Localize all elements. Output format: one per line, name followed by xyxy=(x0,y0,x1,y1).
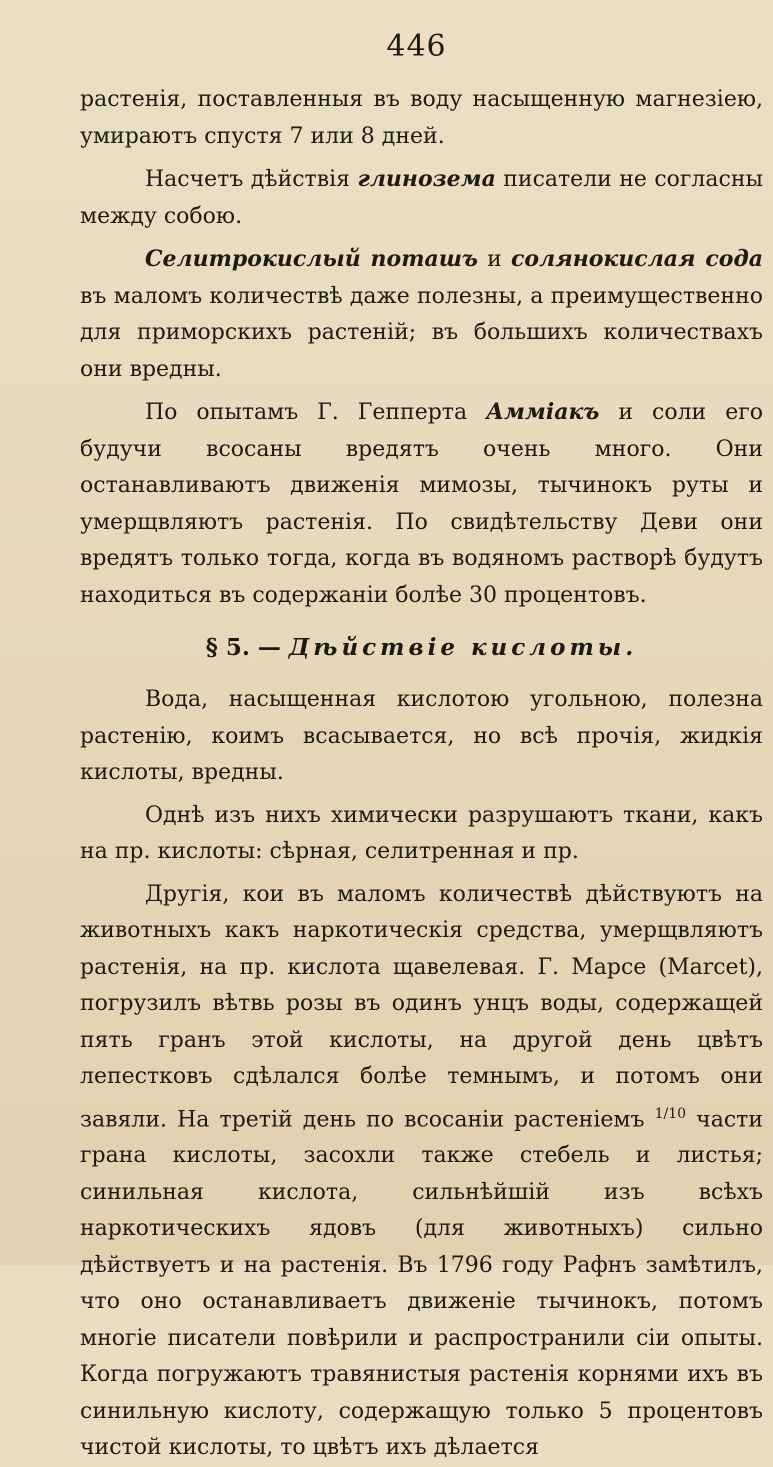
page-number: 446 xyxy=(386,29,447,64)
fraction: 1/10 xyxy=(654,1105,687,1122)
section-number: § 5. — xyxy=(205,634,289,661)
paragraph-4-pre: По опытамъ Г. Гепперта xyxy=(145,400,487,425)
paragraph-3-post: въ маломъ количествѣ даже полезны, а преимущественно для приморскихъ растеній; въ большихъ количествахъ они вредны. xyxy=(80,283,763,382)
term-potash: Селитрокислый поташъ xyxy=(145,246,479,272)
term-ammonia: Аммiакъ xyxy=(486,399,600,425)
paragraph-5: Вода, насыщенная кислотою угольною, полезна растенію, коимъ всасывается, но всѣ прочія, жидкія кислоты, вредны. xyxy=(80,687,763,785)
paragraph-2-post: писатели не согласны между собою. xyxy=(80,167,763,229)
paragraph-7-post: части грана кислоты, засохли также стебель и листья; синильная кислота, сильнѣйшій изъ всѣхъ наркотическихъ ядовъ (для животныхъ) сильно дѣйствуетъ и на растенія. Въ 1796 году Рафнъ замѣтилъ, что оно останавливаетъ движеніе тычинокъ, потомъ многіе писатели повѣрили и распространили сіи опыты. Когда погружаютъ травянистыя растенія корнями ихъ въ синильную кислоту, содержащую только 5 процентовъ чистой кислоты, то цвѣтъ ихъ дѣлается xyxy=(80,1106,763,1461)
paragraph-2-pre: Насчетъ дѣйствія xyxy=(145,167,358,192)
paragraph-1: растенія, поставленныя въ воду насыщенную магнезіею, умираютъ спустя 7 или 8 дней. xyxy=(80,87,763,149)
paragraph-7 xyxy=(80,877,763,1467)
term-alumina: глинозема xyxy=(357,166,496,192)
term-soda: солянокислая сода xyxy=(511,246,764,272)
paragraph-4 xyxy=(80,394,763,614)
section-title: Дѣйствіе кислоты. xyxy=(288,634,638,661)
paragraph-6: Однѣ изъ нихъ химически разрушаютъ ткани, какъ на пр. кислоты: сѣрная, селитренная и пр. xyxy=(80,802,763,864)
paragraph-3-mid: и xyxy=(478,247,512,272)
paragraph-7-pre: Другія, кои въ маломъ количествѣ дѣйствуютъ на животныхъ какъ наркотическія средства, умерщвляютъ растенія, на пр. кислота щавелевая. Г. Марсе (Marcet), погрузилъ вѣтвь розы въ одинъ унцъ воды, содержащей пять гранъ этой кислоты, на другой день цвѣтъ лепестковъ сдѣлался болѣе темнымъ, и потомъ они завяли. На третій день по всосаніи растеніемъ xyxy=(80,881,763,1132)
paragraph-4-post: и соли его будучи всосаны вредятъ очень много. Они останавливаютъ движенія мимозы, тычинокъ руты и умерщвляютъ растенія. По свидѣтельству Деви они вредятъ только тогда, когда въ водяномъ растворѣ будутъ находиться въ содержаніи болѣе 30 процентовъ. xyxy=(80,400,763,608)
paragraph-2 xyxy=(80,161,763,235)
paragraph-3 xyxy=(80,241,763,388)
section-heading xyxy=(80,628,763,668)
